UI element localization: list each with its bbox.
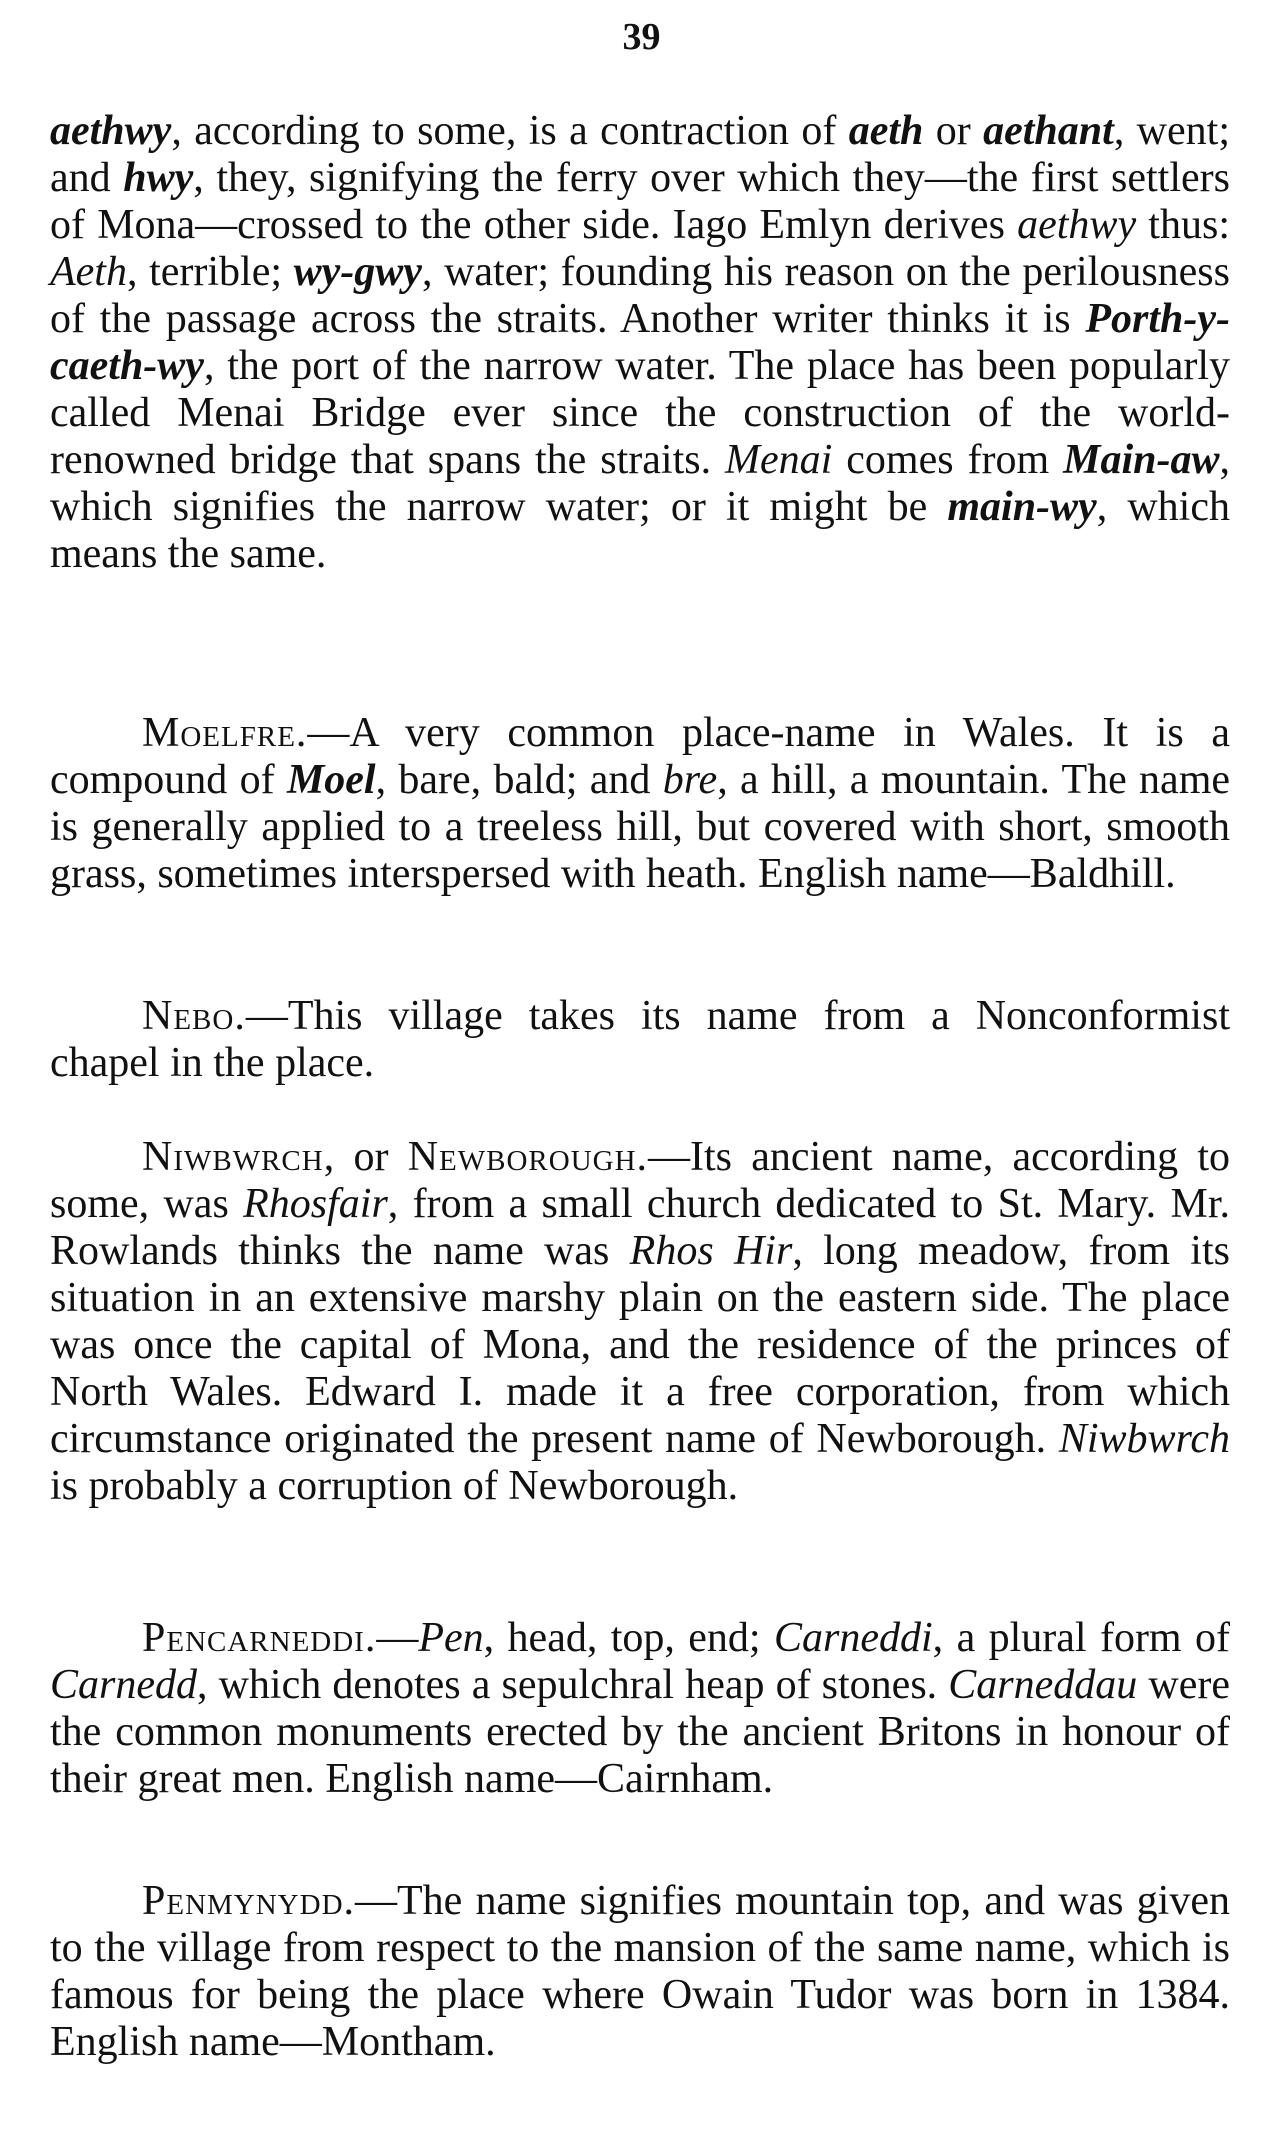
body-text: —The name signifies mountain top, and was given to the village from respect to the mansion of the same name, which is famous for being the place where Owain Tudor was born in 1384. English name—Montham. [50,1878,1230,2065]
italic-term: Porth-y-caeth-wy [50,296,1230,389]
entry-heading: Newborough. [407,1134,649,1180]
body-text: , or [323,1134,408,1180]
italic-term: bre [662,757,718,803]
body-text: , they, signifying the ferry over which they—the first settlers of Mona—crossed to the other side. Iago Emlyn derives [50,155,1230,248]
paragraph-aethwy [50,108,1230,578]
italic-term: Moel [286,757,376,803]
body-text: , terrible; [126,249,294,295]
paragraph-pencarneddi [50,1615,1230,1803]
paragraph-nebo [50,993,1230,1087]
body-text: , went; and [50,108,1230,201]
body-text: , a hill, a mountain. The name is generally applied to a treeless hill, but covered with short, smooth grass, sometimes interspersed with heath. English name—Baldhill. [50,757,1231,897]
entry-heading: Pencarneddi. [142,1615,377,1661]
italic-term: Aeth [50,249,127,295]
paragraph-niwbwrch [50,1134,1230,1510]
body-text: , a plural form of [932,1615,1230,1661]
body-text: , the port of the narrow water. The place has been popularly called Menai Bridge ever since the construction of the world-renowned bridge that spans the straits. [50,343,1230,483]
entry-heading: Penmynydd. [142,1878,356,1924]
entry-heading: Niwbwrch [142,1134,324,1180]
italic-term: Menai [725,437,833,483]
body-text: , water; founding his reason on the perilousness of the passage across the straits. Another writer thinks it is [50,249,1230,342]
italic-term: wy-gwy [293,249,422,295]
entry-heading: Moelfre. [142,710,308,756]
italic-term: Carneddi [774,1615,933,1661]
body-text: , head, top, end; [483,1615,774,1661]
italic-term: Carneddau [948,1662,1138,1708]
paragraph-moelfre [50,710,1230,898]
body-text: —A very common place-name in Wales. It is a compound of [50,710,1230,803]
italic-term: aethant [983,108,1114,154]
body-text: , according to some, is a contraction of [171,108,849,154]
body-text: —Its ancient name, according to some, was [50,1134,1230,1227]
italic-term: Carnedd [50,1662,197,1708]
body-text: is probably a corruption of Newborough. [50,1463,739,1509]
italic-term: Main-aw [1063,437,1220,483]
body-text: comes from [832,437,1064,483]
italic-term: aethwy [50,108,172,154]
italic-term: main-wy [947,484,1097,530]
page-number: 39 [622,16,661,58]
italic-term: hwy [123,155,194,201]
italic-term: aethwy [1017,202,1137,248]
italic-term: aeth [848,108,924,154]
body-text: , from a small church dedicated to St. Mary. Mr. Rowlands thinks the name was [50,1181,1231,1274]
body-text: , which means the same. [50,484,1230,577]
body-text: thus: [1136,202,1230,248]
body-text: —This village takes its name from a Nonconformist chapel in the place. [50,993,1230,1086]
italic-term: Rhosfair [243,1181,388,1227]
body-text: , bare, bald; and [375,757,663,803]
italic-term: Niwbwrch [1058,1416,1230,1462]
body-text: — [376,1615,419,1661]
body-text: were the common monuments erected by the ancient Britons in honour of their great men. English name—Cairnham. [50,1662,1230,1802]
body-text: , long meadow, from its situation in an extensive marshy plain on the eastern side. The place was once the capital of Mona, and the residence of the princes of North Wales. Edward I. made it a free corporation, from which circumstance originated the present name of Newborough. [50,1228,1230,1462]
entry-heading: Nebo. [142,993,246,1039]
paragraph-penmynydd [50,1878,1230,2066]
italic-term: Pen [418,1615,484,1661]
body-text: , which denotes a sepulchral heap of stones. [197,1662,949,1708]
body-text: or [923,108,984,154]
body-text: , which signifies the narrow water; or it might be [50,437,1230,530]
italic-term: Rhos Hir [629,1228,793,1274]
